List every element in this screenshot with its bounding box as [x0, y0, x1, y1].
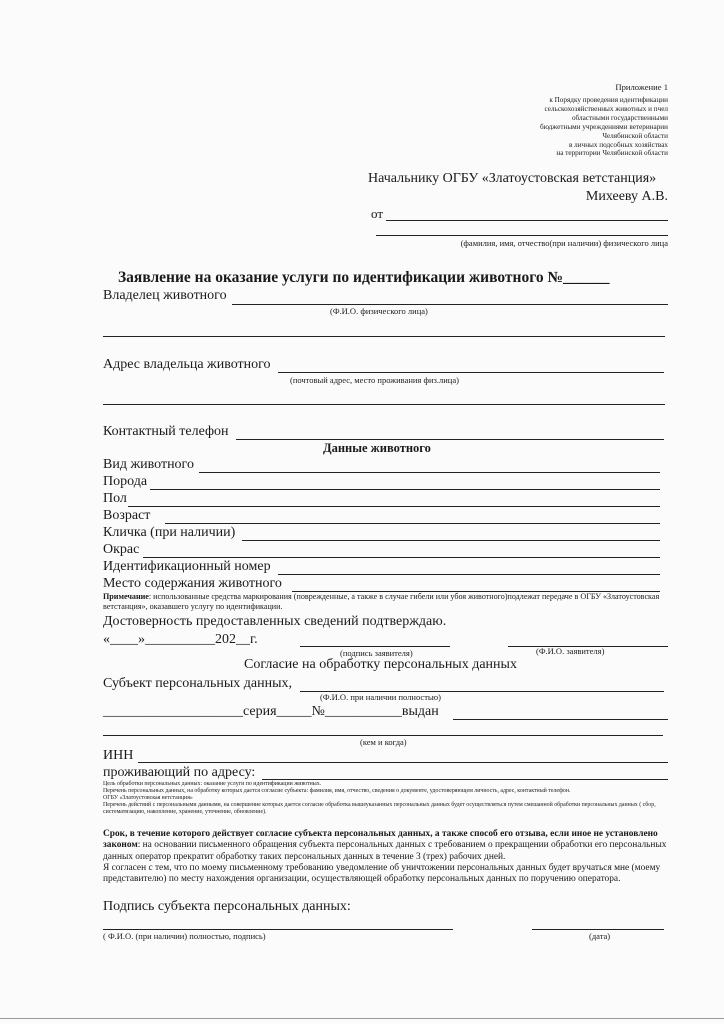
field-color-label: Окрас	[103, 542, 140, 557]
from-caption: (фамилия, имя, отчество(при наличии) физического лица	[460, 238, 668, 248]
page-bottom-edge	[0, 1018, 724, 1019]
appendix-line: Челябинской области	[602, 131, 668, 140]
agree-text: Я согласен с тем, что по моему письменному требованию уведомление об уничтожении персональных данных будет вручаться мне (моему представителю) по месту нахождения организации, осуществляющей обработку персональных данных по поручению оператора.	[103, 863, 661, 885]
subject-signature-field[interactable]	[103, 929, 453, 930]
field-species-input[interactable]	[199, 472, 660, 473]
applicant-signature-field[interactable]	[300, 646, 450, 647]
form-title: Заявление на оказание услуги по идентификации животного №______	[118, 269, 610, 286]
residing-field[interactable]	[262, 779, 668, 780]
appendix-line: бюджетными учреждениями ветеринарии	[539, 122, 668, 131]
field-age-input[interactable]	[165, 523, 660, 524]
animal-section-heading: Данные животного	[323, 441, 431, 455]
confirm-date[interactable]: «____»__________202__г.	[103, 632, 258, 647]
field-species-label: Вид животного	[103, 457, 194, 472]
address-label: Адрес владельца животного	[103, 357, 271, 372]
consent-fine-print	[103, 781, 663, 816]
appendix-title: Приложение 1	[615, 82, 668, 92]
inn-label: ИНН	[103, 748, 134, 763]
field-breed-label: Порода	[103, 474, 148, 489]
field-sex-label: Пол	[103, 491, 127, 506]
document-line[interactable]: ____________________серия_____№___________выдан	[103, 704, 439, 719]
owner-field[interactable]	[232, 304, 668, 305]
data-list-text: Перечень персональных данных, на обработку которых дается согласие субъекта: фамилия, имя, отчество, сведения о документе, удостоверяющем личность, адрес, контактный телефон.	[103, 788, 571, 795]
field-name-label: Кличка (при наличии)	[103, 525, 236, 540]
field-id-number-input[interactable]	[278, 574, 660, 575]
note-bold: Примечание	[103, 592, 149, 601]
subject-label: Субъект персональных данных,	[103, 676, 293, 691]
field-sex-input[interactable]	[128, 506, 660, 507]
confirm-text: Достоверность предоставленных сведений подтверждаю.	[103, 614, 447, 629]
field-age-label: Возраст	[103, 508, 151, 523]
inn-field[interactable]	[138, 762, 668, 763]
appendix-line: к Порядку проведения идентификации	[549, 96, 668, 104]
term-bold: Срок, в течение которого действует согласие субъекта персональных данных, а также способ его отзыва, если иное не установлено законом	[103, 829, 658, 851]
note-text	[103, 592, 669, 611]
consent-heading: Согласие на обработку персональных данных	[244, 657, 517, 672]
owner-caption: (Ф.И.О. физического лица)	[330, 306, 428, 316]
address-field[interactable]	[278, 372, 664, 373]
term-text	[103, 829, 669, 863]
from-label: от	[371, 206, 384, 221]
residing-label: проживающий по адресу:	[103, 765, 256, 780]
address-field-2[interactable]	[103, 404, 665, 405]
note-body: : использованные средства маркирования (поврежденные, а также в случае гибели или убоя животного)подлежат передаче в ОГБУ «Златоустовская ветстанция», оказавшего услугу по идентификации.	[103, 592, 660, 611]
actions-text: Перечень действий с персональными данными, на совершение которых дается согласие обработка вышеуказанных персональных данных будет осуществляться путем смешанной обработки персональных данных ( сбор, систематизацию, накопление, хранение, уточнение, обновление).	[103, 802, 656, 816]
organization-text: ОГБУ «Златоустовская ветстанция»	[103, 795, 193, 802]
field-color-input[interactable]	[143, 557, 660, 558]
phone-label: Контактный телефон	[103, 424, 229, 439]
appendix-line: в личных подсобных хозяйствах	[568, 140, 668, 149]
appendix-line: на территории Челябинской области	[556, 149, 668, 158]
fio-caption: (Ф.И.О. заявителя)	[536, 646, 605, 656]
addressee-line-2: Михееву А.В.	[585, 189, 668, 204]
owner-field-2[interactable]	[103, 336, 665, 337]
from-field-2[interactable]	[376, 235, 668, 236]
field-location-label: Место содержания животного	[103, 576, 282, 591]
addressee-line-1: Начальнику ОГБУ «Златоустовская ветстанция»	[368, 171, 657, 186]
sign-caption: (подпись заявителя)	[340, 648, 413, 658]
signature-caption: ( Ф.И.О. (при наличии) полностью, подпись)	[103, 931, 266, 941]
appendix-line: сельскохозяйственных животных и пчел	[544, 104, 668, 113]
phone-field[interactable]	[236, 439, 664, 440]
issued-caption: (кем и когда)	[360, 737, 407, 747]
field-name-input[interactable]	[242, 540, 660, 541]
purpose-text: Цель обработки персональных данных: оказание услуги по идентификации животных.	[103, 781, 322, 787]
signature-label: Подпись субъекта персональных данных:	[103, 899, 351, 914]
owner-label: Владелец животного	[103, 288, 227, 303]
term-body: : на основании письменного обращения субъекта персональных данных с требованием о прекращении обработки его персональных данных оператор прекратит обработку таких персональных данных в течение 3 (трех) рабочих дней.	[103, 840, 667, 862]
issued-field[interactable]	[453, 719, 668, 720]
field-breed-input[interactable]	[150, 489, 660, 490]
appendix-line: областными государственными	[571, 113, 668, 122]
address-caption: (почтовый адрес, место проживания физ.лица)	[290, 375, 459, 385]
subject-caption: (Ф.И.О. при наличии полностью)	[320, 692, 441, 702]
from-field[interactable]	[386, 220, 668, 221]
issued-field-2[interactable]	[103, 735, 663, 736]
subject-date-field[interactable]	[532, 929, 664, 930]
date-caption: (дата)	[589, 931, 611, 941]
appendix-lines	[540, 96, 668, 158]
field-id-number-label: Идентификационный номер	[103, 559, 271, 574]
